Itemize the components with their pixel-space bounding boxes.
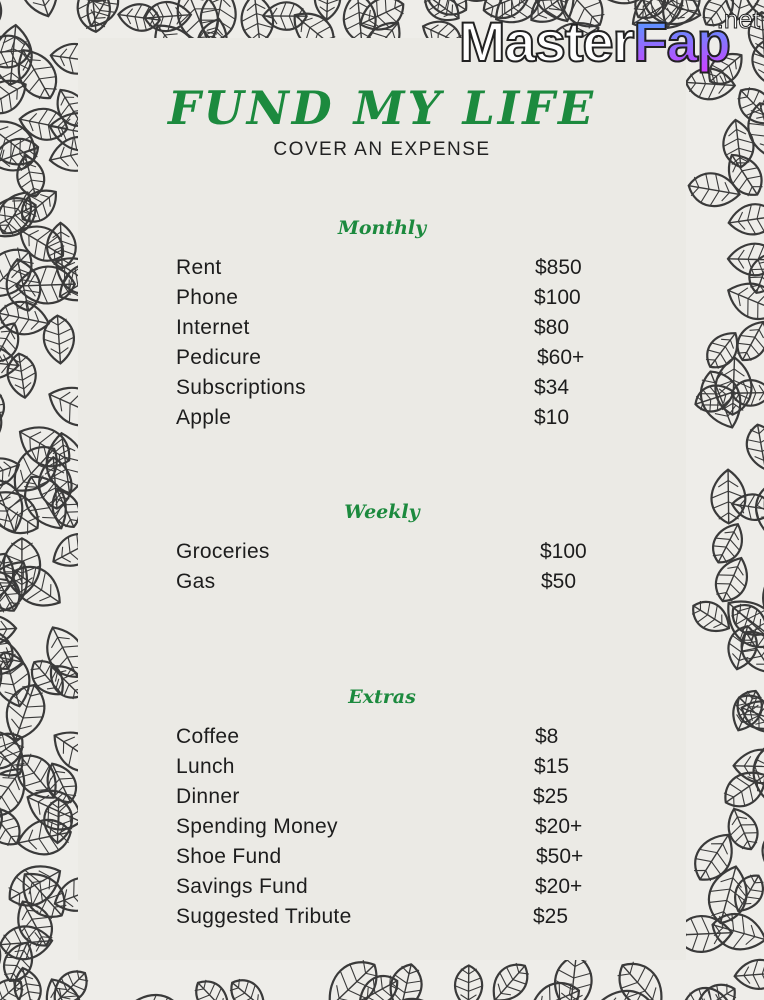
watermark-logo xyxy=(459,12,730,72)
item-label: Rent xyxy=(176,256,222,279)
item-amount: $20+ xyxy=(535,875,583,898)
item-amount: $100 xyxy=(540,540,587,563)
item-label: Spending Money xyxy=(176,815,338,838)
item-amount: $8 xyxy=(535,725,559,748)
list-item xyxy=(176,313,596,343)
leaf-shape xyxy=(609,953,674,1000)
item-label: Suggested Tribute xyxy=(176,905,352,928)
weekly-list xyxy=(176,537,596,597)
leaf-shape xyxy=(0,248,1,307)
leaf-shape xyxy=(722,275,764,327)
list-item xyxy=(176,373,596,403)
leaf-shape xyxy=(0,800,28,853)
page-title: FUND MY LIFE xyxy=(167,81,597,135)
item-amount: $34 xyxy=(534,376,570,399)
leaf-shape xyxy=(12,153,48,200)
watermark-part-net: .net xyxy=(716,4,760,34)
item-amount: $50+ xyxy=(536,845,584,868)
leaf-shape xyxy=(693,365,750,435)
leaf-shape xyxy=(4,557,69,617)
item-label: Coffee xyxy=(176,725,240,748)
item-label: Savings Fund xyxy=(176,875,309,898)
list-item xyxy=(176,812,596,842)
list-item xyxy=(176,283,596,313)
item-label: Shoe Fund xyxy=(176,845,282,868)
leaf-shape xyxy=(733,624,764,680)
item-amount: $25 xyxy=(533,905,569,928)
leaf-shape xyxy=(122,993,185,1000)
leaf-shape xyxy=(0,648,37,711)
watermark-part-fap: Fap xyxy=(633,10,730,73)
leaf-shape xyxy=(734,958,764,990)
item-label: Gas xyxy=(176,570,216,593)
list-item xyxy=(176,842,596,872)
item-amount: $10 xyxy=(534,406,570,429)
leaf-shape xyxy=(721,804,763,855)
list-item xyxy=(176,902,596,932)
leaf-shape xyxy=(484,956,536,1000)
list-item xyxy=(176,872,596,902)
leaf-shape xyxy=(224,973,272,1000)
list-item xyxy=(176,752,596,782)
item-label: Dinner xyxy=(176,785,240,808)
section-heading-monthly: Monthly xyxy=(337,217,427,239)
extras-list xyxy=(176,722,596,932)
item-amount: $25 xyxy=(533,785,569,808)
list-item xyxy=(176,343,596,373)
leaf-shape xyxy=(314,0,341,20)
leaf-shape xyxy=(685,987,730,1000)
list-item xyxy=(176,253,596,283)
leaf-shape xyxy=(744,422,764,472)
leaf-shape xyxy=(686,170,742,211)
list-item xyxy=(176,722,596,752)
leaf-shape xyxy=(759,312,764,370)
leaf-shape xyxy=(17,104,71,144)
leaf-shape xyxy=(453,0,503,1)
expense-card xyxy=(78,38,686,960)
item-amount: $850 xyxy=(535,256,582,279)
monthly-list xyxy=(176,253,596,433)
leaf-shape xyxy=(455,965,483,1000)
leaf-shape xyxy=(188,974,236,1000)
leaf-shape xyxy=(0,887,2,947)
item-amount: $80 xyxy=(534,316,570,339)
leaf-shape xyxy=(0,0,2,31)
item-label: Lunch xyxy=(176,755,235,778)
item-label: Internet xyxy=(176,316,250,339)
site-watermark xyxy=(450,4,760,73)
leaf-shape xyxy=(75,0,112,33)
section-heading-extras: Extras xyxy=(348,686,416,708)
leaf-shape xyxy=(354,0,410,38)
item-amount: $15 xyxy=(534,755,570,778)
item-label: Pedicure xyxy=(176,346,262,369)
list-item xyxy=(176,403,596,433)
leaf-shape xyxy=(593,988,658,1000)
item-label: Apple xyxy=(176,406,232,429)
leaf-shape xyxy=(727,201,764,237)
watermark-part-master: Master xyxy=(458,10,634,73)
leaf-shape xyxy=(14,0,65,22)
item-amount: $60+ xyxy=(537,346,585,369)
item-label: Groceries xyxy=(176,540,270,563)
item-amount: $100 xyxy=(534,286,581,309)
leaf-shape xyxy=(5,352,39,400)
item-amount: $50 xyxy=(541,570,577,593)
list-item xyxy=(176,537,596,567)
leaf-shape xyxy=(759,828,764,874)
list-item xyxy=(176,782,596,812)
item-amount: $20+ xyxy=(535,815,583,838)
item-label: Phone xyxy=(176,286,239,309)
item-label: Subscriptions xyxy=(176,376,306,399)
list-item xyxy=(176,567,596,597)
section-heading-weekly: Weekly xyxy=(344,501,420,523)
page-subtitle: COVER AN EXPENSE xyxy=(273,139,491,160)
leaf-shape xyxy=(385,961,426,1000)
